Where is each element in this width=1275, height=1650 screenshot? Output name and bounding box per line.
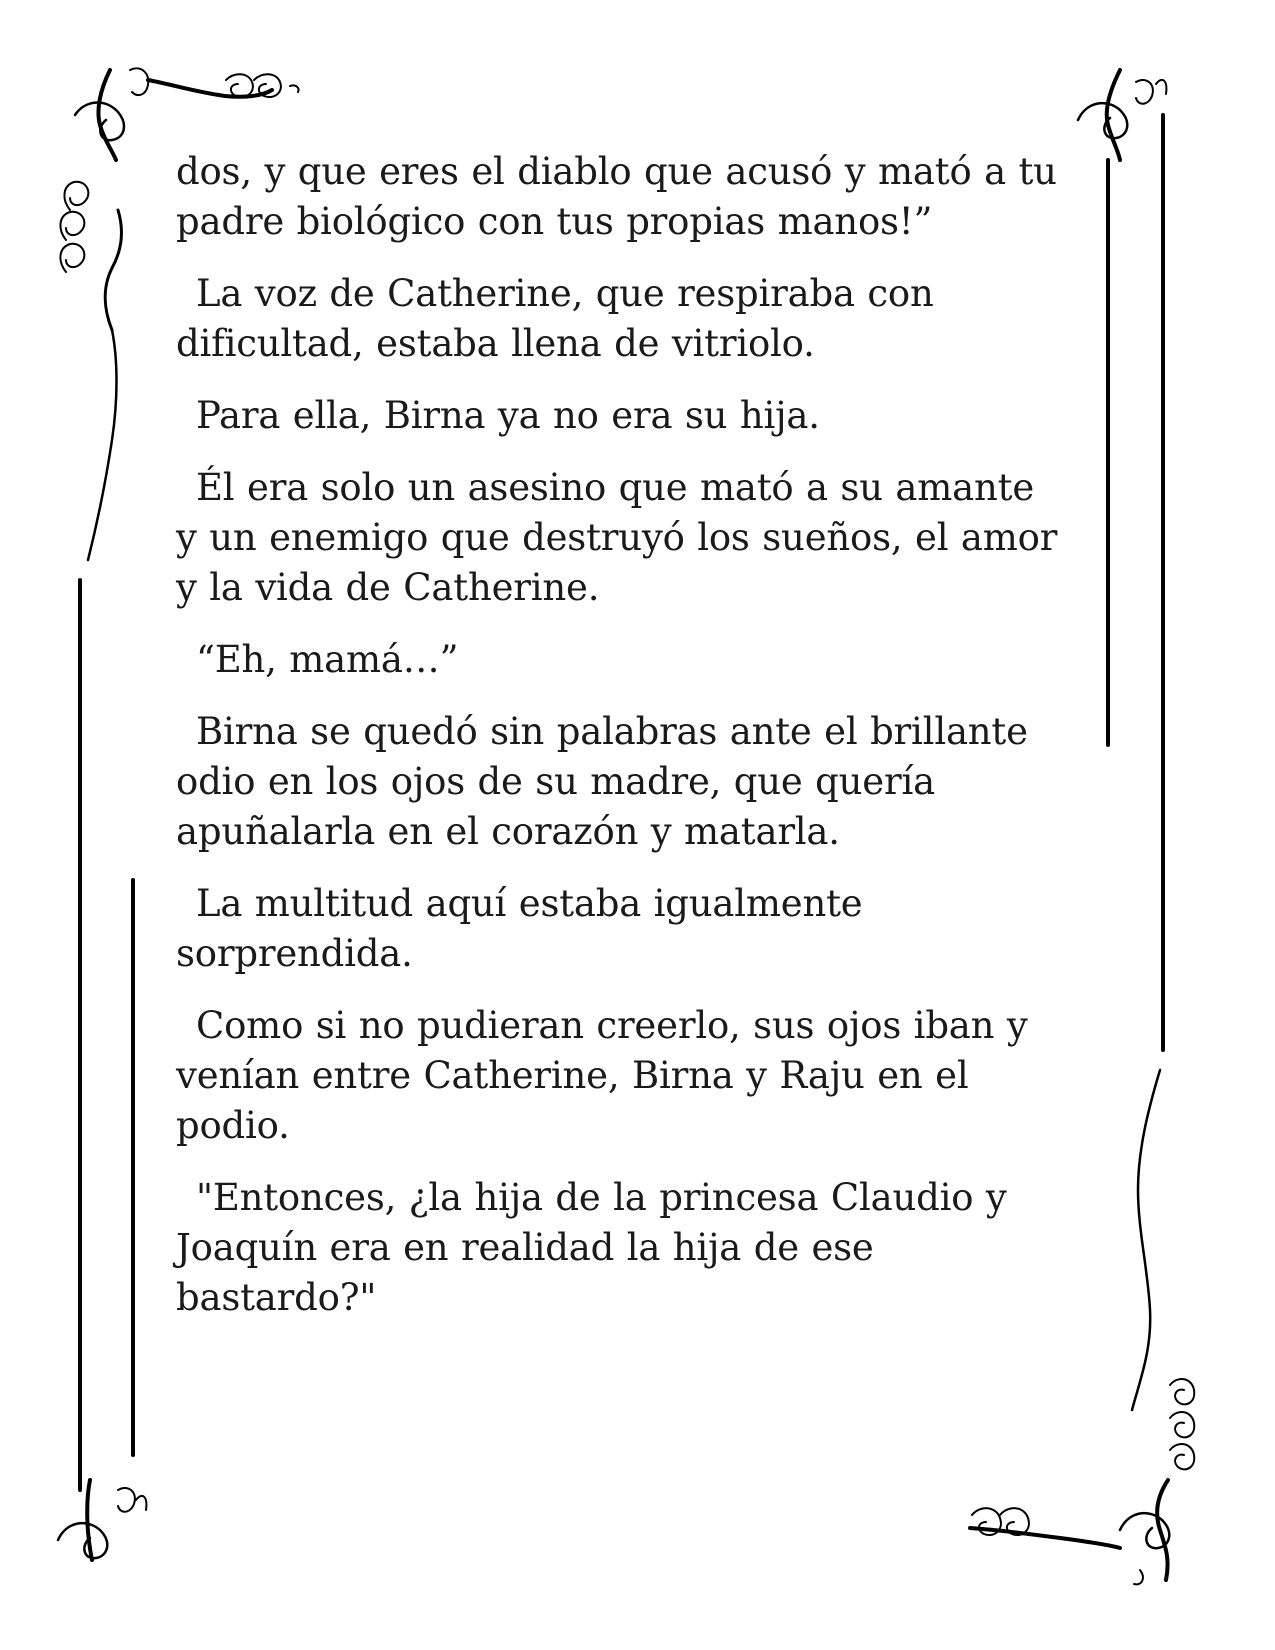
top-right-flourish-icon	[1078, 70, 1166, 160]
paragraph-9: "Entonces, ¿la hija de la princesa Claudio y Joaquín era en realidad la hija de ese bastardo?"	[176, 1176, 1007, 1319]
paragraph-3: Para ella, Birna ya no era su hija.	[196, 394, 820, 437]
paragraph-1: dos, y que eres el diablo que acusó y mató a tu padre biológico con tus propias manos!”	[176, 150, 1057, 243]
paragraph-6: Birna se quedó sin palabras ante el brillante odio en los ojos de su madre, que quería apuñalarla en el corazón y matarla.	[176, 710, 1028, 853]
paragraph-4: Él era solo un asesino que mató a su amante y un enemigo que destruyó los sueños, el amor y la vida de Catherine.	[176, 466, 1058, 609]
paragraph-5: “Eh, mamá…”	[196, 638, 459, 681]
bottom-left-flourish-icon	[58, 1480, 146, 1560]
page-body-text	[176, 147, 1076, 1345]
paragraph-8: Como si no pudieran creerlo, sus ojos iban y venían entre Catherine, Birna y Raju en el podio.	[176, 1004, 1028, 1147]
paragraph-7: La multitud aquí estaba igualmente sorprendida.	[176, 882, 863, 975]
paragraph-2: La voz de Catherine, que respiraba con dificultad, estaba llena de vitriolo.	[176, 272, 934, 365]
